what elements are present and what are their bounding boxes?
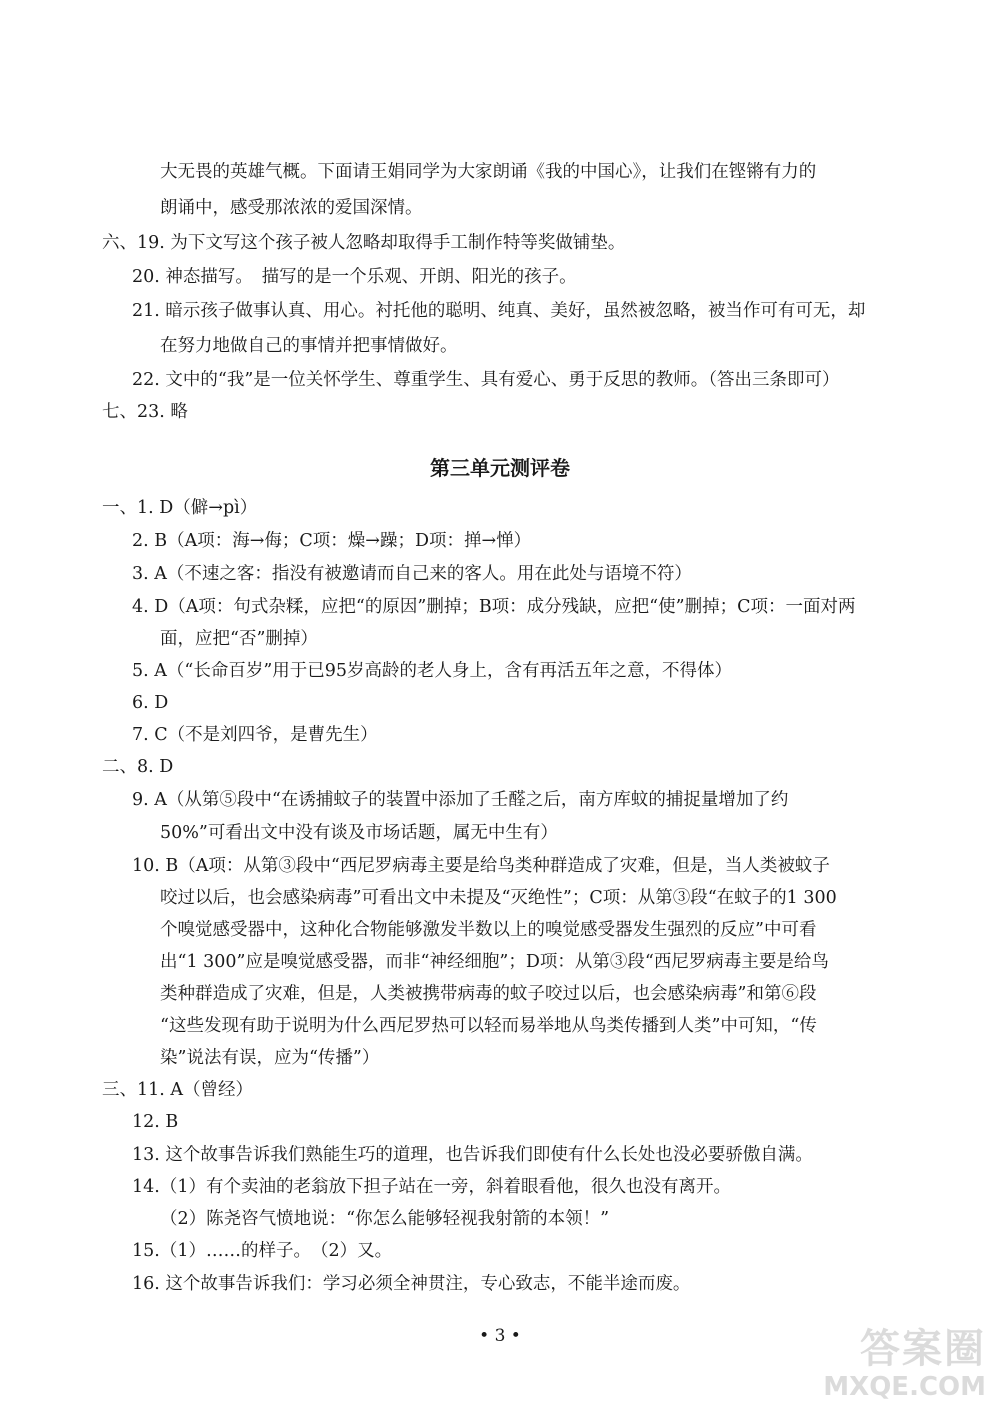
text-line: 9. A（从第⑤段中“在诱捕蚊子的装置中添加了壬醛之后，南方库蚊的捕捉量增加了约 <box>132 790 789 810</box>
text-line: 50%”可看出文中没有谈及市场话题，属无中生有） <box>160 823 558 843</box>
text-line: 22. 文中的“我”是一位关怀学生、尊重学生、具有爱心、勇于反思的教师。（答出三条即可） <box>132 370 840 390</box>
text-line: 大无畏的英雄气概。下面请王娟同学为大家朗诵《我的中国心》，让我们在铿锵有力的 <box>160 162 817 182</box>
text-line: 在努力地做自己的事情并把事情做好。 <box>160 336 458 356</box>
text-line: 朗诵中，感受那浓浓的爱国深情。 <box>160 198 423 218</box>
text-line: 14.（1）有个卖油的老翁放下担子站在一旁，斜着眼看他，很久也没有离开。 <box>132 1177 731 1197</box>
text-line: 2. B（A项：海→侮；C项：燥→躁；D项：掸→惮） <box>132 531 532 551</box>
text-line: 二、8. D <box>102 757 174 777</box>
text-line: 出“1 300”应是嗅觉感受器，而非“神经细胞”；D项：从第③段“西尼罗病毒主要是给鸟 <box>160 952 829 972</box>
section-title: 第三单元测评卷 <box>430 456 570 480</box>
watermark-logo <box>806 1326 986 1408</box>
text-line: 一、1. D（僻→pì） <box>102 498 258 518</box>
watermark-logo-url: MXQE.COM <box>823 1372 986 1402</box>
text-line: 咬过以后，也会感染病毒”可看出文中未提及“灭绝性”；C项：从第③段“在蚊子的1 300 <box>160 888 837 908</box>
text-line: 3. A（不速之客：指没有被邀请而自己来的客人。用在此处与语境不符） <box>132 564 692 584</box>
text-line: 10. B（A项：从第③段中“西尼罗病毒主要是给鸟类种群造成了灾难，但是，当人类被蚊子 <box>132 856 830 876</box>
text-line: 7. C（不是刘四爷，是曹先生） <box>132 725 378 745</box>
text-line: 21. 暗示孩子做事认真、用心。衬托他的聪明、纯真、美好，虽然被忽略，被当作可有可无，却 <box>132 301 866 321</box>
text-line: 6. D <box>132 693 169 713</box>
text-line: 三、11. A（曾经） <box>102 1080 254 1100</box>
text-line: 六、19. 为下文写这个孩子被人忽略却取得手工制作特等奖做铺垫。 <box>102 233 626 253</box>
text-line: 13. 这个故事告诉我们熟能生巧的道理，也告诉我们即使有什么长处也没必要骄傲自满。 <box>132 1145 813 1165</box>
text-line: 染”说法有误，应为“传播”） <box>160 1048 380 1068</box>
text-line: 七、23. 略 <box>102 402 188 422</box>
text-line: 面，应把“否”删掉） <box>160 629 318 649</box>
text-line: 类种群造成了灾难，但是，人类被携带病毒的蚊子咬过以后，也会感染病毒”和第⑥段 <box>160 984 817 1004</box>
watermark-logo-top: 答案圈 <box>860 1326 986 1372</box>
text-line: 12. B <box>132 1112 179 1132</box>
text-line: 5. A（“长命百岁”用于已95岁高龄的老人身上，含有再活五年之意，不得体） <box>132 661 733 681</box>
text-line: “这些发现有助于说明为什么西尼罗热可以轻而易举地从鸟类传播到人类”中可知，“传 <box>160 1016 817 1036</box>
page-number: • 3 • <box>479 1326 521 1346</box>
text-line: 个嗅觉感受器中，这种化合物能够激发半数以上的嗅觉感受器发生强烈的反应”中可看 <box>160 920 817 940</box>
text-line: 4. D（A项：句式杂糅，应把“的原因”删掉；B项：成分残缺，应把“使”删掉；C项：一面对两 <box>132 597 856 617</box>
text-line: 16. 这个故事告诉我们：学习必须全神贯注，专心致志，不能半途而废。 <box>132 1274 691 1294</box>
text-line: 20. 神态描写。 描写的是一个乐观、开朗、阳光的孩子。 <box>132 267 577 287</box>
text-line: 15.（1）……的样子。 （2）又。 <box>132 1241 393 1261</box>
text-line: （2）陈尧咨气愤地说：“你怎么能够轻视我射箭的本领！” <box>160 1209 610 1229</box>
